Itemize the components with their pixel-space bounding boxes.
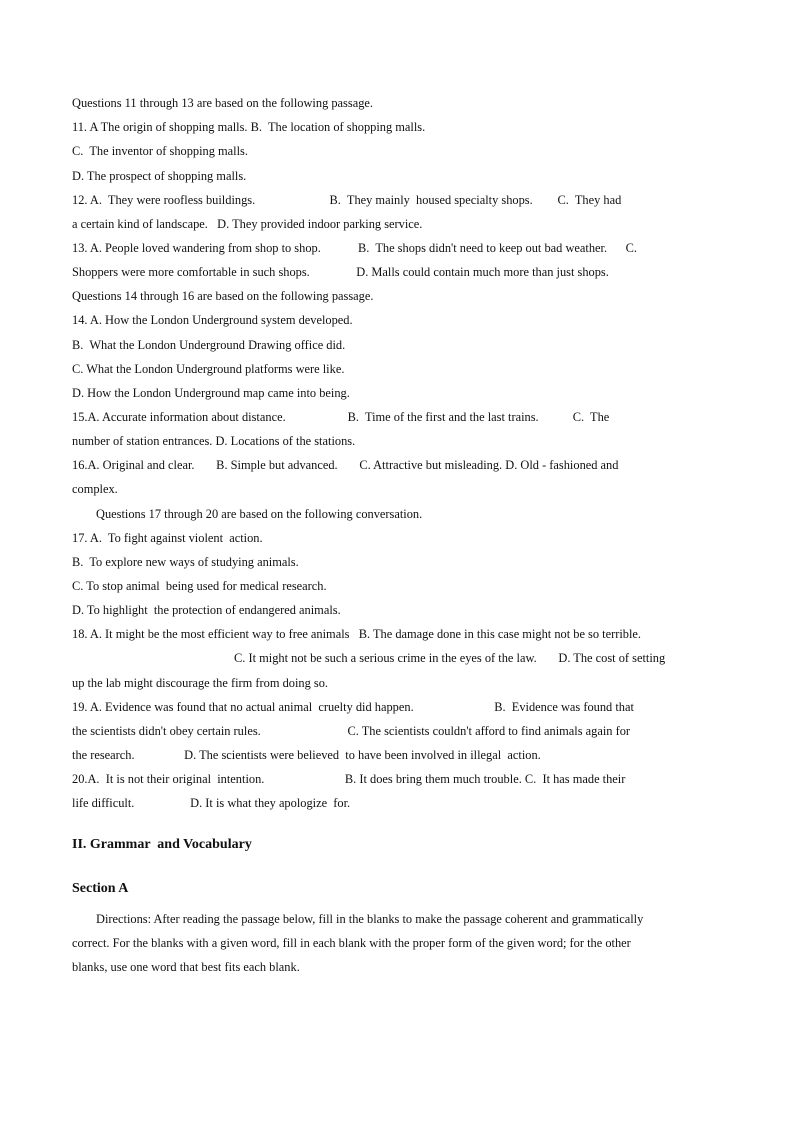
question-15-line-2: number of station entrances. D. Locations of the stations.: [72, 434, 356, 448]
question-19-line-2: the scientists didn't obey certain rules. C. The scientists couldn't afford to find animals again for: [72, 724, 631, 738]
directions-line-3: blanks, use one word that best fits each blank.: [72, 960, 300, 974]
question-12-line-1: 12. A. They were roofless buildings. B. They mainly housed specialty shops. C. They had: [72, 193, 622, 207]
directions-line-1: Directions: After reading the passage below, fill in the blanks to make the passage coherent and grammatically: [96, 912, 644, 926]
passage-intro-17-20: Questions 17 through 20 are based on the following conversation.: [96, 507, 423, 521]
question-20-line-1: 20.A. It is not their original intention. B. It does bring them much trouble. C. It has made their: [72, 772, 626, 786]
question-16-line-2: complex.: [72, 482, 118, 496]
question-19-line-1: 19. A. Evidence was found that no actual animal cruelty did happen. B. Evidence was found that: [72, 700, 634, 714]
question-11-option-c: C. The inventor of shopping malls.: [72, 144, 248, 158]
question-14-option-d: D. How the London Underground map came into being.: [72, 386, 350, 400]
question-17-option-a: 17. A. To fight against violent action.: [72, 531, 263, 545]
question-18-line-3: up the lab might discourage the firm from doing so.: [72, 676, 329, 690]
question-11-options: 11. A The origin of shopping malls. B. The location of shopping malls.: [72, 120, 426, 134]
question-13-line-2: Shoppers were more comfortable in such shops. D. Malls could contain much more than just shops.: [72, 265, 609, 279]
section-heading-grammar-vocabulary: II. Grammar and Vocabulary: [72, 837, 252, 852]
question-12-line-2: a certain kind of landscape. D. They provided indoor parking service.: [72, 217, 423, 231]
question-14-option-a: 14. A. How the London Underground system developed.: [72, 313, 353, 327]
passage-intro-11-13: Questions 11 through 13 are based on the following passage.: [72, 96, 373, 110]
question-18-line-2: C. It might not be such a serious crime in the eyes of the law. D. The cost of setting: [234, 651, 666, 665]
question-20-line-2: life difficult. D. It is what they apologize for.: [72, 796, 351, 810]
question-15-line-1: 15.A. Accurate information about distance. B. Time of the first and the last trains. C. The: [72, 410, 610, 424]
question-17-option-c: C. To stop animal being used for medical research.: [72, 579, 327, 593]
question-13-line-1: 13. A. People loved wandering from shop to shop. B. The shops didn't need to keep out bad weather. C.: [72, 241, 638, 255]
question-14-option-b: B. What the London Underground Drawing office did.: [72, 338, 346, 352]
passage-intro-14-16: Questions 14 through 16 are based on the following passage.: [72, 289, 374, 303]
question-17-option-b: B. To explore new ways of studying animals.: [72, 555, 299, 569]
section-heading-a: Section A: [72, 881, 129, 896]
question-17-option-d: D. To highlight the protection of endangered animals.: [72, 603, 341, 617]
directions-line-2: correct. For the blanks with a given word, fill in each blank with the proper form of the given word; for the other: [72, 936, 631, 950]
question-14-option-c: C. What the London Underground platforms were like.: [72, 362, 345, 376]
question-11-option-d: D. The prospect of shopping malls.: [72, 169, 247, 183]
question-18-line-1: 18. A. It might be the most efficient way to free animals B. The damage done in this case might not be so terrible.: [72, 627, 642, 641]
question-19-line-3: the research. D. The scientists were believed to have been involved in illegal action.: [72, 748, 541, 762]
question-16-line-1: 16.A. Original and clear. B. Simple but advanced. C. Attractive but misleading. D. Old - fashioned and: [72, 458, 619, 472]
